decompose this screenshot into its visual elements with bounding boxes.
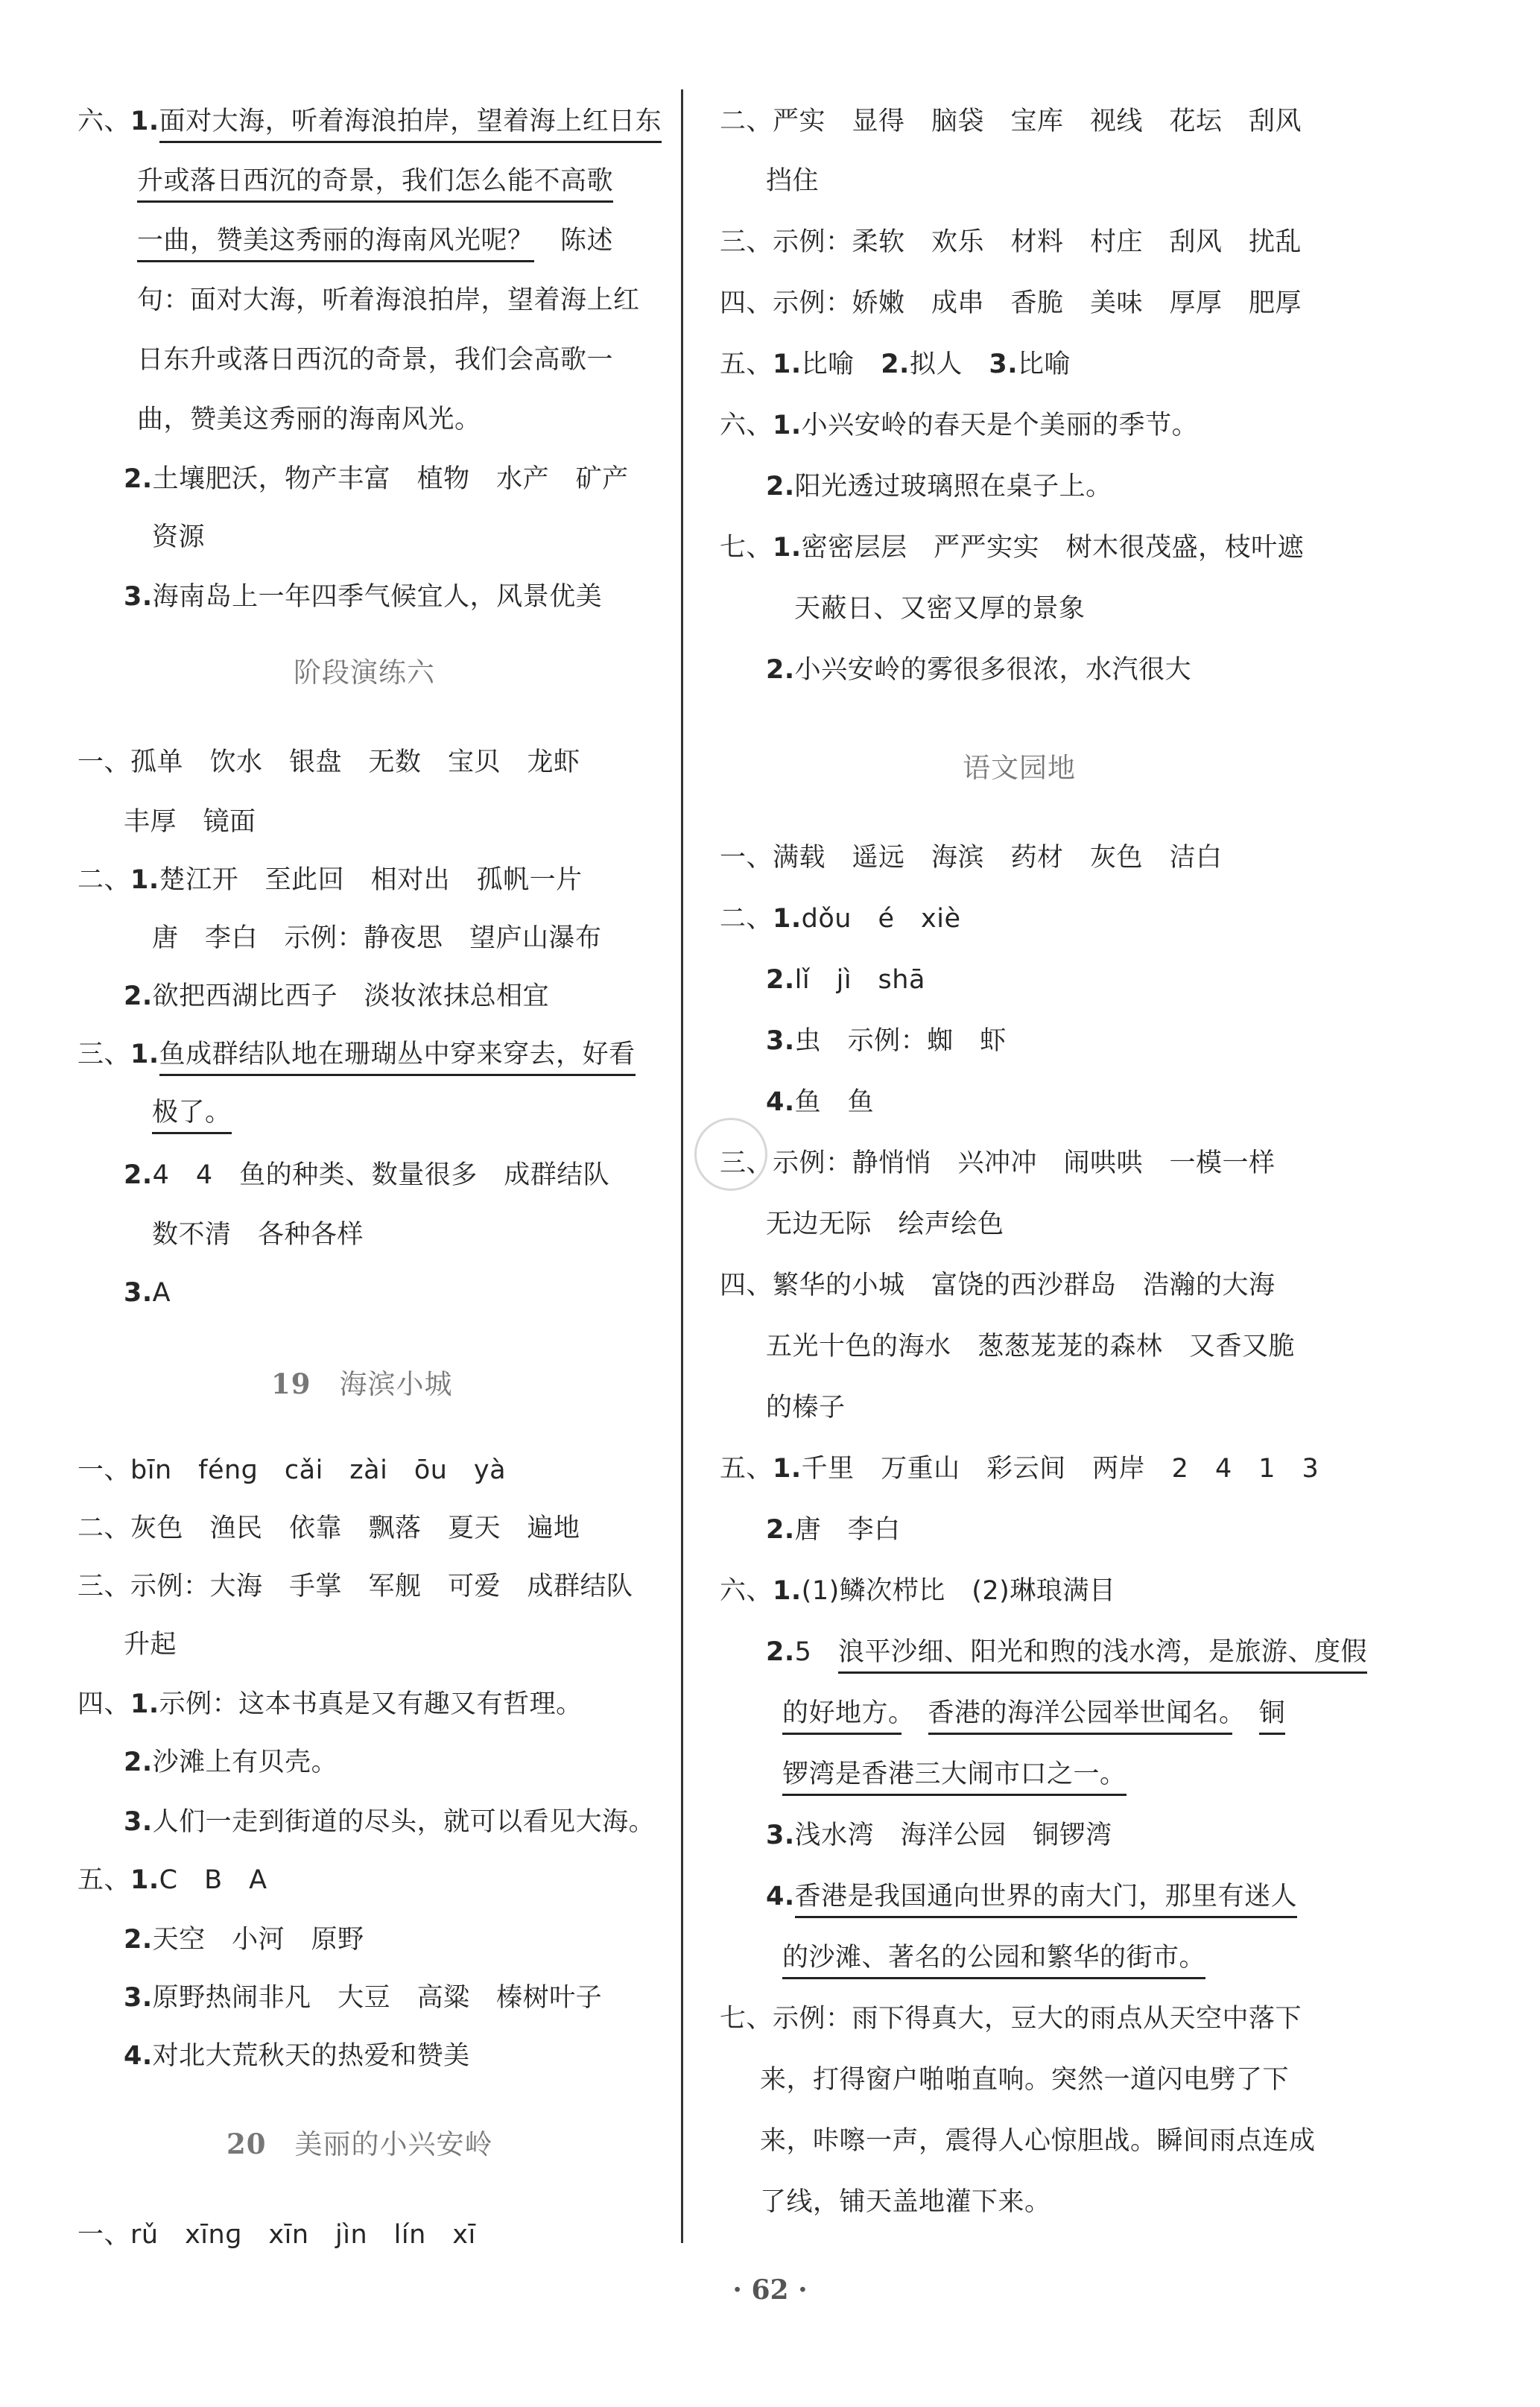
section-number: 五、: [720, 349, 773, 379]
question-number: 4.: [766, 1087, 795, 1117]
answer-line: [720, 531, 1304, 565]
answer-line: 数不清 各种各样: [152, 1220, 364, 1250]
answer-line: [766, 653, 1191, 687]
question-number: 3.: [989, 349, 1018, 379]
answer-text: 比喻: [1018, 349, 1071, 379]
answer-text: 陈述: [560, 226, 614, 256]
answer-text: (1)鳞次栉比 (2)琳琅满目: [801, 1576, 1116, 1606]
answer-line: 三、示例：静悄悄 兴冲冲 闹哄哄 一模一样: [720, 1148, 1276, 1178]
answer-line: [124, 1158, 609, 1192]
answer-line: 唐 李白 示例：静夜思 望庐山瀑布: [152, 923, 602, 953]
question-number: 1.: [130, 1689, 159, 1719]
section-number: 二、: [720, 904, 773, 934]
question-number: 2.: [766, 1515, 795, 1545]
answer-line: [782, 1757, 1127, 1791]
answer-line: 天蔽日、又密又厚的景象: [794, 594, 1086, 624]
answer-line: [720, 347, 1071, 382]
answer-text: 唐 李白: [794, 1515, 901, 1545]
answer-text: C B A: [159, 1865, 267, 1895]
answer-line: [77, 1687, 583, 1721]
section-heading: 语文园地: [963, 752, 1076, 784]
answer-line: 升起: [124, 1630, 177, 1660]
answer-line: 挡住: [766, 166, 820, 196]
underlined-text: 浪平沙细、阳光和煦的浅水湾，是旅游、度假: [838, 1637, 1367, 1674]
question-number: 2.: [766, 965, 795, 995]
answer-line: [766, 1085, 874, 1119]
question-number: 3.: [124, 582, 153, 612]
lesson-number: 20: [226, 2128, 267, 2160]
answer-line: 了线，铺天盖地灌下来。: [760, 2187, 1051, 2217]
answer-text: 海南岛上一年四季气候宜人，风景优美: [152, 582, 603, 612]
answer-text: dǒu é xiè: [801, 904, 961, 934]
underlined-text: 锣湾是香港三大闹市口之一。: [782, 1759, 1127, 1796]
underlined-text: 升或落日西沉的奇景，我们怎么能不高歌: [137, 166, 613, 203]
answer-line: [720, 1452, 1319, 1486]
underlined-text: 面对大海，听着海浪拍岸，望着海上红日东: [159, 107, 662, 143]
answer-line: [766, 1818, 1112, 1853]
answer-line: [124, 1276, 171, 1310]
answer-line: [77, 104, 662, 139]
lesson-number: 19: [271, 1367, 311, 1400]
answer-line: [152, 1095, 232, 1130]
answer-line: [766, 469, 1112, 504]
section-number: 三、: [77, 1040, 131, 1069]
answer-line: 一、孤单 饮水 银盘 无数 宝贝 龙虾: [77, 747, 580, 777]
underlined-text: 香港的海洋公园举世闻名。: [928, 1698, 1233, 1735]
section-number: 四、: [77, 1689, 131, 1719]
question-number: 3.: [124, 1278, 153, 1308]
answer-line: 无边无际 绘声绘色: [766, 1209, 1004, 1239]
question-number: 1.: [130, 865, 159, 895]
answer-line: 三、示例：柔软 欢乐 材料 村庄 刮风 扰乱: [720, 227, 1302, 257]
question-number: 2.: [124, 464, 153, 494]
answer-line: [77, 863, 583, 897]
answer-text: 原野热闹非凡 大豆 高粱 榛树叶子: [152, 1983, 603, 2013]
section-heading: 阶段演练六: [294, 657, 435, 689]
answer-line: 丰厚 镜面: [124, 807, 256, 837]
underlined-text: 一曲，赞美这秀丽的海南风光呢？: [137, 226, 534, 262]
question-number: 4.: [124, 2041, 153, 2071]
question-number: 2.: [124, 1925, 153, 1955]
section-number: 六、: [720, 1576, 773, 1606]
answer-line: [720, 408, 1198, 443]
question-number: 4.: [766, 1882, 795, 1911]
lesson-heading: [271, 1367, 453, 1402]
answer-line: [766, 1024, 1007, 1058]
answer-line: 一、满载 遥远 海滨 药材 灰色 洁白: [720, 843, 1223, 873]
answer-line: [137, 224, 613, 258]
section-number: 七、: [720, 533, 773, 563]
answer-line: 二、灰色 渔民 依靠 飘落 夏天 遍地: [77, 1514, 580, 1543]
answer-line: 三、示例：大海 手掌 军舰 可爱 成群结队: [77, 1572, 633, 1601]
answer-text: 拟人: [909, 349, 989, 379]
answer-text: 示例：这本书真是又有趣又有哲理。: [159, 1689, 583, 1719]
question-number: 1.: [773, 349, 802, 379]
column-divider: [681, 89, 683, 2243]
answer-text: 4 4 鱼的种类、数量很多 成群结队: [152, 1160, 610, 1190]
answer-line: 五光十色的海水 葱葱茏茏的森林 又香又脆: [766, 1332, 1296, 1361]
section-number: 二、: [77, 865, 131, 895]
answer-line: [766, 963, 925, 997]
answer-text: 天空 小河 原野: [152, 1925, 364, 1955]
answer-line: 曲，赞美这秀丽的海南风光。: [137, 405, 481, 434]
answer-text: 密密层层 严严实实 树木很茂盛，枝叶遮: [801, 533, 1305, 563]
answer-line: [124, 2039, 470, 2073]
question-number: 2.: [124, 1747, 153, 1777]
answer-text: 阳光透过玻璃照在桌子上。: [794, 472, 1112, 502]
underlined-text: 铜: [1259, 1698, 1286, 1735]
question-number: 1.: [130, 1040, 159, 1069]
underlined-text: 极了。: [152, 1098, 232, 1134]
question-number: 2.: [124, 981, 153, 1011]
question-number: 3.: [766, 1026, 795, 1056]
lesson-heading: [226, 2127, 493, 2162]
answer-text: 5: [794, 1637, 838, 1667]
answer-line: [77, 1037, 636, 1072]
underlined-text: 的沙滩、著名的公园和繁华的街市。: [782, 1943, 1205, 1979]
answer-line: [766, 1879, 1297, 1914]
question-number: 1.: [130, 1865, 159, 1895]
answer-line: 二、严实 显得 脑袋 宝库 视线 花坛 刮风: [720, 107, 1302, 136]
answer-line: 日东升或落日西沉的奇景，我们会高歌一: [137, 345, 614, 375]
question-number: 1.: [773, 1576, 802, 1606]
question-number: 1.: [773, 1454, 802, 1484]
question-number: 3.: [124, 1807, 153, 1837]
answer-line: [124, 979, 549, 1013]
question-number: 2.: [766, 1637, 795, 1667]
answer-line: [766, 1513, 901, 1547]
answer-text: 土壤肥沃，物产丰富 植物 水产 矿产: [152, 464, 629, 494]
answer-line: [124, 462, 629, 496]
answer-line: 来，打得窗户啪啪直响。突然一道闪电劈了下: [760, 2065, 1290, 2095]
answer-text: 人们一走到街道的尽头，就可以看见大海。: [152, 1807, 656, 1837]
answer-text: 浅水湾 海洋公园 铜锣湾: [794, 1821, 1112, 1850]
answer-line: [137, 164, 613, 198]
section-number: 六、: [77, 107, 131, 136]
answer-line: [77, 1863, 267, 1897]
question-number: 2.: [881, 349, 910, 379]
answer-text: 鱼 鱼: [794, 1087, 875, 1117]
answer-text: 小兴安岭的春天是个美丽的季节。: [801, 411, 1199, 440]
answer-line: 七、示例：雨下得真大，豆大的雨点从天空中落下: [720, 2004, 1302, 2034]
answer-line: [124, 1745, 338, 1780]
answer-line: [720, 1574, 1115, 1608]
answer-line: 来，咔嚓一声，震得人心惊胆战。瞬间雨点连成: [760, 2126, 1316, 2156]
underlined-text: 鱼成群结队地在珊瑚丛中穿来穿去，好看: [159, 1040, 636, 1076]
answer-line: 一、bīn fénɡ cǎi zài ōu yà: [77, 1455, 507, 1485]
lesson-title: 美丽的小兴安岭: [294, 2128, 493, 2160]
lesson-title: 海滨小城: [339, 1368, 453, 1400]
answer-text: 楚江开 至此回 相对出 孤帆一片: [159, 865, 583, 895]
answer-text: A: [152, 1278, 171, 1308]
question-number: 3.: [124, 1983, 153, 2013]
question-number: 2.: [124, 1160, 153, 1190]
answer-line: [782, 1941, 1205, 1975]
answer-line: [124, 1923, 364, 1957]
question-number: 1.: [130, 107, 159, 136]
answer-text: 比喻: [801, 349, 881, 379]
question-number: 1.: [773, 533, 802, 563]
answer-text: 千里 万重山 彩云间 两岸 2 4 1 3: [801, 1454, 1319, 1484]
section-number: 六、: [720, 411, 773, 440]
answer-text: 虫 示例：蜘 虾: [794, 1026, 1007, 1056]
underlined-text: 香港是我国通向世界的南大门，那里有迷人: [795, 1882, 1298, 1918]
section-number: 五、: [77, 1865, 131, 1895]
answer-line: [124, 1805, 655, 1839]
question-number: 2.: [766, 472, 795, 502]
answer-text: lǐ jì shā: [794, 965, 925, 995]
answer-line: [782, 1696, 1285, 1730]
answer-text: 欲把西湖比西子 淡妆浓抹总相宜: [152, 981, 550, 1011]
answer-line: 四、繁华的小城 富饶的西沙群岛 浩瀚的大海: [720, 1271, 1276, 1300]
answer-line: 资源: [152, 522, 206, 552]
answer-text: 小兴安岭的雾很多很浓，水汽很大: [794, 655, 1192, 685]
answer-line: 一、rǔ xīnɡ xīn jìn lín xī: [77, 2220, 476, 2250]
answer-line: 四、示例：娇嫩 成串 香脆 美味 厚厚 肥厚: [720, 288, 1302, 318]
answer-line: 的榛子: [766, 1393, 846, 1423]
answer-text: 对北大荒秋天的热爱和赞美: [152, 2041, 470, 2071]
answer-line: [124, 1981, 602, 2015]
question-number: 1.: [773, 411, 802, 440]
answer-line: [124, 580, 602, 614]
question-number: 1.: [773, 904, 802, 934]
section-number: 五、: [720, 1454, 773, 1484]
answer-line: [766, 1635, 1367, 1669]
answer-text: 沙滩上有贝壳。: [152, 1747, 338, 1777]
underlined-text: 的好地方。: [782, 1698, 901, 1735]
question-number: 2.: [766, 655, 795, 685]
page-number: · 62 ·: [732, 2274, 808, 2306]
answer-line: 句：面对大海，听着海浪拍岸，望着海上红: [137, 285, 640, 315]
question-number: 3.: [766, 1821, 795, 1850]
answer-line: [720, 902, 961, 936]
